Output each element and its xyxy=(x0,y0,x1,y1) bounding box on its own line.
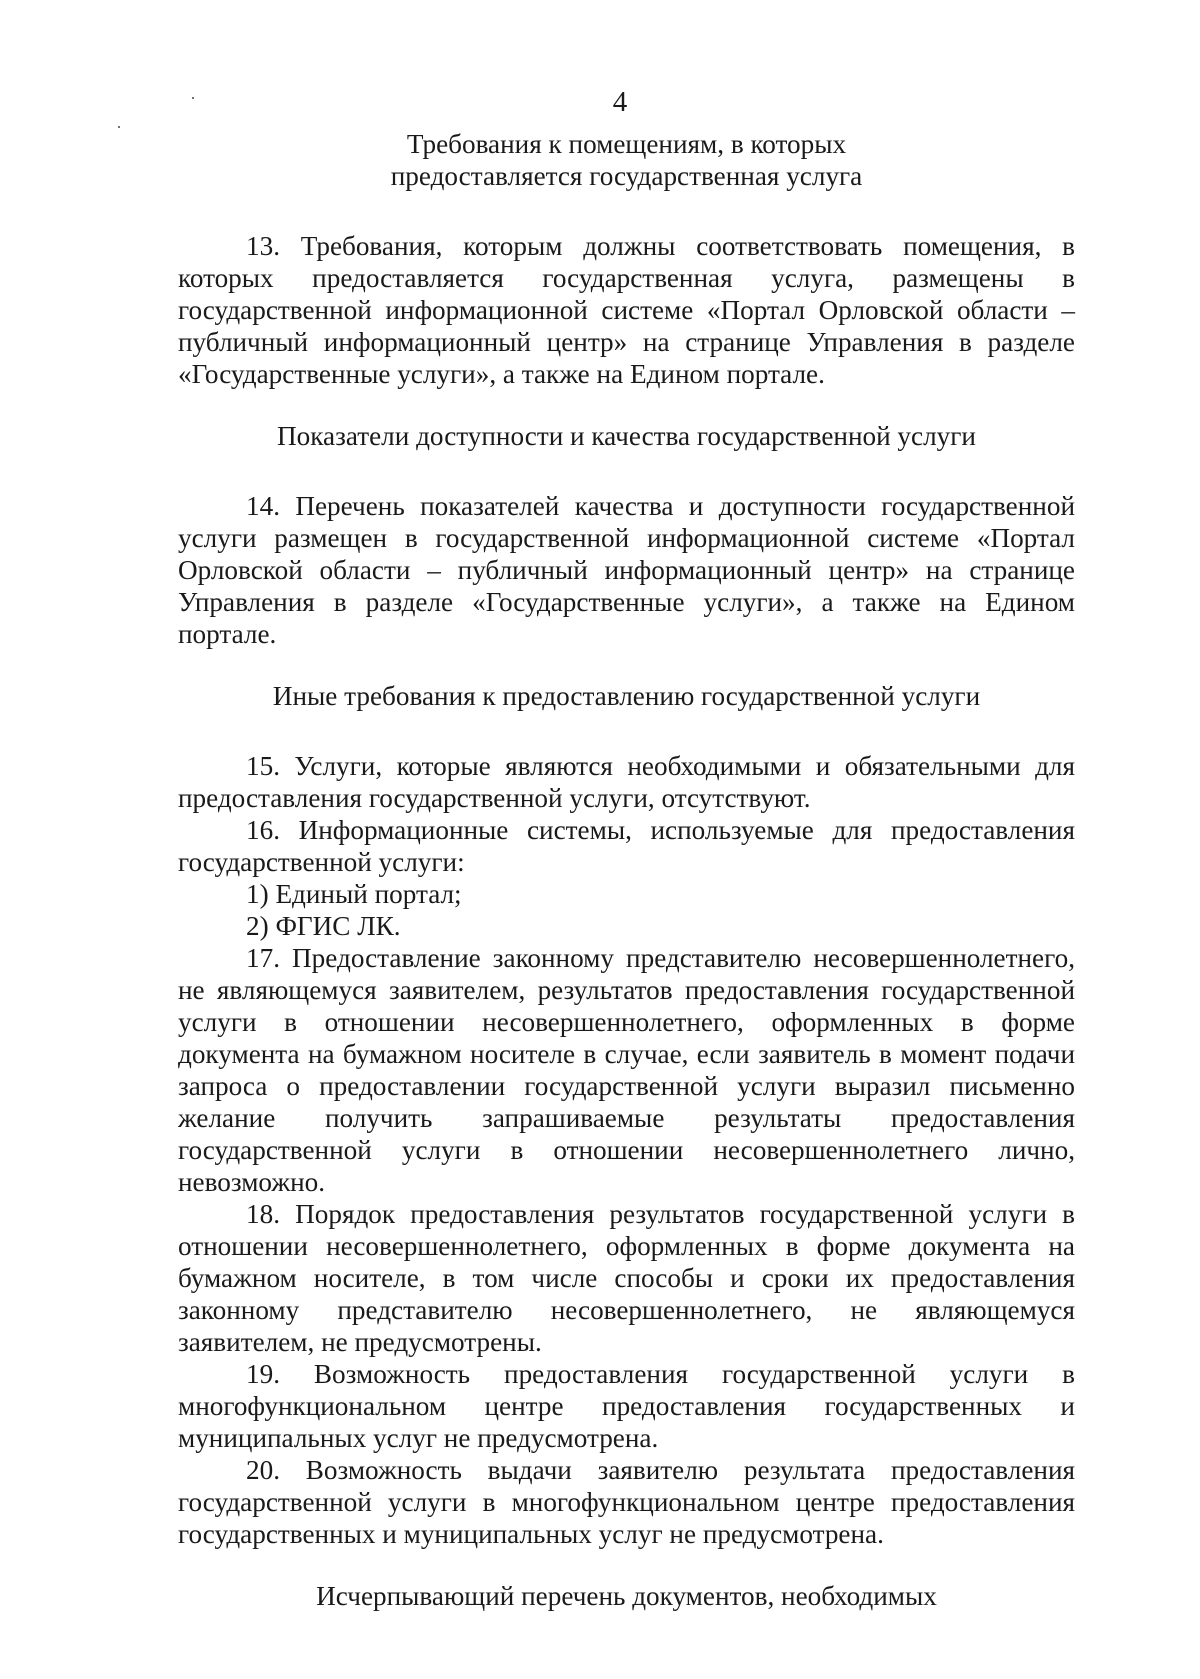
paragraph-20: 20. Возможность выдачи заявителю результата предоставления государственной услуги в многофункциональном центре предоставления государственных и муниципальных услуг не предусмотрена. xyxy=(178,1455,1075,1549)
paragraph-13: 13. Требования, которым должны соответствовать помещения, в которых предоставляется государственная услуга, размещены в государственной информационной системе «Портал Орловской области – публичный информационный центр» на странице Управления в разделе «Государственные услуги», а также на Едином портале. xyxy=(178,231,1075,389)
section-heading: Исчерпывающий перечень документов, необходимых xyxy=(316,1581,937,1611)
section-heading: Иные требования к предоставлению государственной услуги xyxy=(272,681,981,711)
list-item: 2) ФГИС ЛК. xyxy=(246,911,401,941)
scan-speck xyxy=(118,126,120,128)
paragraph-17: 17. Предоставление законному представителю несовершеннолетнего, не являющемуся заявителем, результатов предоставления государственной услуги в отношении несовершеннолетнего, оформленных в форме документа на бумажном носителе в случае, если заявитель в момент подачи запроса о предоставлении государственной услуги выразил письменно желание получить запрашиваемые результаты предоставления государственной услуги в отношении несовершеннолетнего лично, невозможно. xyxy=(178,943,1075,1197)
paragraph-15: 15. Услуги, которые являются необходимыми и обязательными для предоставления государственной услуги, отсутствуют. xyxy=(178,751,1075,813)
document-body xyxy=(178,128,1075,1612)
paragraph-19: 19. Возможность предоставления государственной услуги в многофункциональном центре предоставления государственных и муниципальных услуг не предусмотрена. xyxy=(178,1359,1075,1453)
section-heading: Показатели доступности и качества государственной услуги xyxy=(277,421,976,451)
paragraph-16: 16. Информационные системы, используемые для предоставления государственной услуги: xyxy=(178,815,1075,877)
paragraph-14: 14. Перечень показателей качества и доступности государственной услуги размещен в государственной информационной системе «Портал Орловской области – публичный информационный центр» на странице Управления в разделе «Государственные услуги», а также на Едином портале. xyxy=(178,491,1075,649)
paragraph-18: 18. Порядок предоставления результатов государственной услуги в отношении несовершеннолетнего, оформленных в форме документа на бумажном носителе, в том числе способы и сроки их предоставления законному представителю несовершеннолетнего, не являющемуся заявителем, не предусмотрены. xyxy=(178,1199,1075,1357)
list-item: 1) Единый портал; xyxy=(246,879,462,909)
section-heading: Требования к помещениям, в которых предоставляется государственная услуга xyxy=(390,129,863,191)
page-number: 4 xyxy=(612,86,628,118)
